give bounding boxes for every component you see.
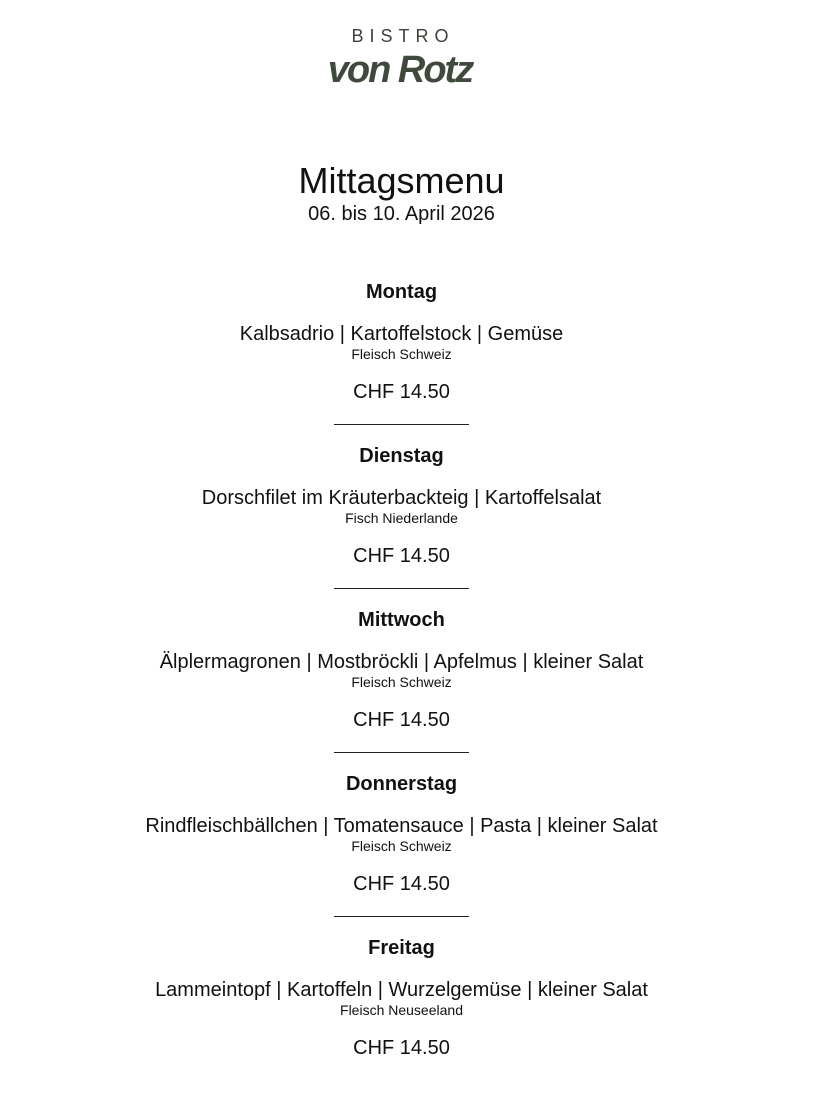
day-wednesday <box>0 608 803 772</box>
divider <box>334 588 469 589</box>
divider <box>334 916 469 917</box>
day-name: Donnerstag <box>345 773 458 795</box>
fish-origin: Fisch Niederlande <box>345 510 458 526</box>
day-name: Montag <box>365 281 438 303</box>
logo-von-rotz-text: von Rotz <box>327 49 473 91</box>
day-name: Mittwoch <box>358 609 445 631</box>
divider <box>334 752 469 753</box>
bistro-logo <box>0 24 800 90</box>
page-title: Mittagsmenu <box>298 160 505 201</box>
dish-description: Rindfleischbällchen | Tomatensauce | Pasta | kleiner Salat <box>145 815 658 837</box>
price: CHF 14.50 <box>353 873 450 895</box>
meat-origin: Fleisch Neuseeland <box>340 1002 463 1018</box>
day-friday <box>0 936 803 1100</box>
price: CHF 14.50 <box>353 1037 450 1059</box>
logo-bistro-text: BISTRO <box>351 26 455 46</box>
menu-heading <box>0 160 803 226</box>
meat-origin: Fleisch Schweiz <box>351 346 452 362</box>
dish-description: Dorschfilet im Kräuterbackteig | Kartoffelsalat <box>201 487 602 509</box>
day-name: Dienstag <box>359 445 444 467</box>
price: CHF 14.50 <box>353 381 450 403</box>
date-range: 06. bis 10. April 2026 <box>308 203 495 225</box>
dish-description: Kalbsadrio | Kartoffelstock | Gemüse <box>239 323 564 345</box>
day-name: Freitag <box>368 937 435 959</box>
weekly-menu <box>0 280 803 1100</box>
day-thursday <box>0 772 803 936</box>
price: CHF 14.50 <box>353 709 450 731</box>
day-monday <box>0 280 803 444</box>
price: CHF 14.50 <box>353 545 450 567</box>
meat-origin: Fleisch Schweiz <box>351 838 452 854</box>
meat-origin: Fleisch Schweiz <box>351 674 452 690</box>
divider <box>334 424 469 425</box>
day-tuesday <box>0 444 803 608</box>
dish-description: Lammeintopf | Kartoffeln | Wurzelgemüse | kleiner Salat <box>155 979 648 1001</box>
dish-description: Älplermagronen | Mostbröckli | Apfelmus | kleiner Salat <box>159 651 644 673</box>
